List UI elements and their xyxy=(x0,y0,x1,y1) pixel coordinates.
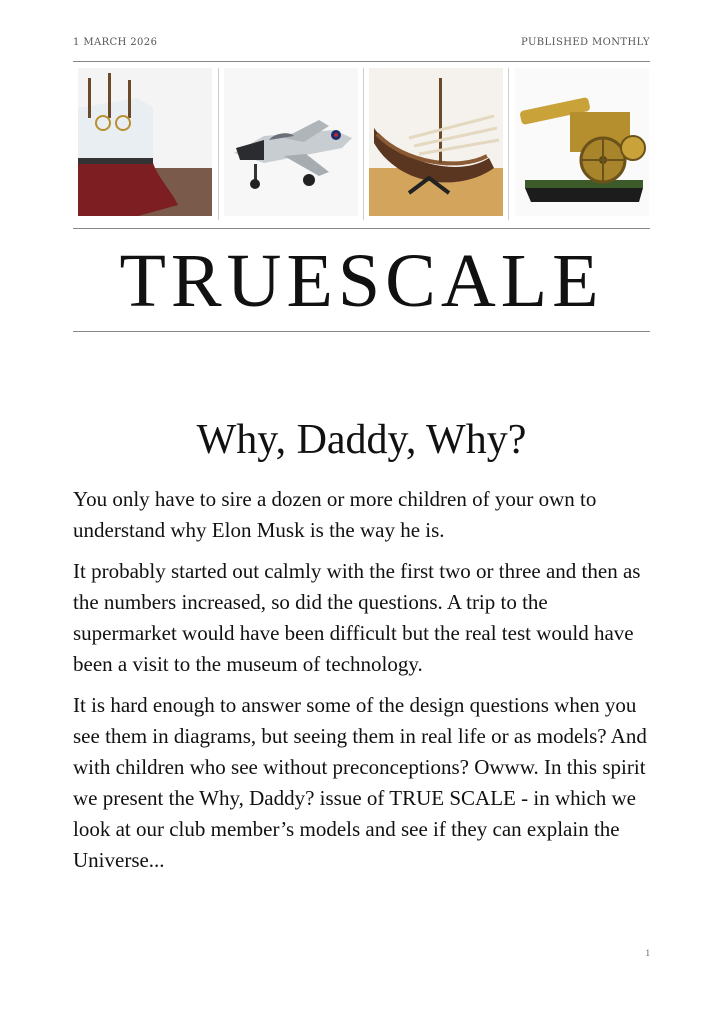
masthead-bottom-rule xyxy=(73,331,650,332)
photo-divider xyxy=(508,68,509,220)
field-gun-model-photo xyxy=(515,68,659,223)
issue-date: 1 MARCH 2026 xyxy=(73,37,158,48)
photo-divider xyxy=(363,68,364,220)
jet-model-photo xyxy=(224,68,368,223)
article-paragraph: It probably started out calmly with the first two or three and then as the numbers increased, so did the questions. A trip to the supermarket would have been difficult but the real test would have been a visit to the museum of technology. xyxy=(73,559,641,676)
masthead-title: TRUESCALE xyxy=(119,239,604,323)
longship-model-photo xyxy=(369,68,513,223)
photo-divider xyxy=(218,68,219,220)
masthead-top-rule xyxy=(73,228,650,229)
article-paragraph: You only have to sire a dozen or more children of your own to understand why Elon Musk is the way he is. xyxy=(73,487,597,542)
ship-model-photo xyxy=(78,68,222,223)
photo-strip xyxy=(73,68,650,223)
article-paragraph: It is hard enough to answer some of the design questions when you see them in diagrams, but seeing them in real life or as models? And with children who see without preconceptions? Owww. In this spirit we present the Why, Daddy? issue of TRUE SCALE - in which we look at our club member’s models and see if they can explain the Universe... xyxy=(73,693,647,872)
page-number: 1 xyxy=(645,948,650,958)
article-body xyxy=(73,484,653,886)
article-title: Why, Daddy, Why? xyxy=(196,417,527,463)
top-rule xyxy=(73,61,650,62)
publication-frequency: PUBLISHED MONTHLY xyxy=(521,37,650,48)
